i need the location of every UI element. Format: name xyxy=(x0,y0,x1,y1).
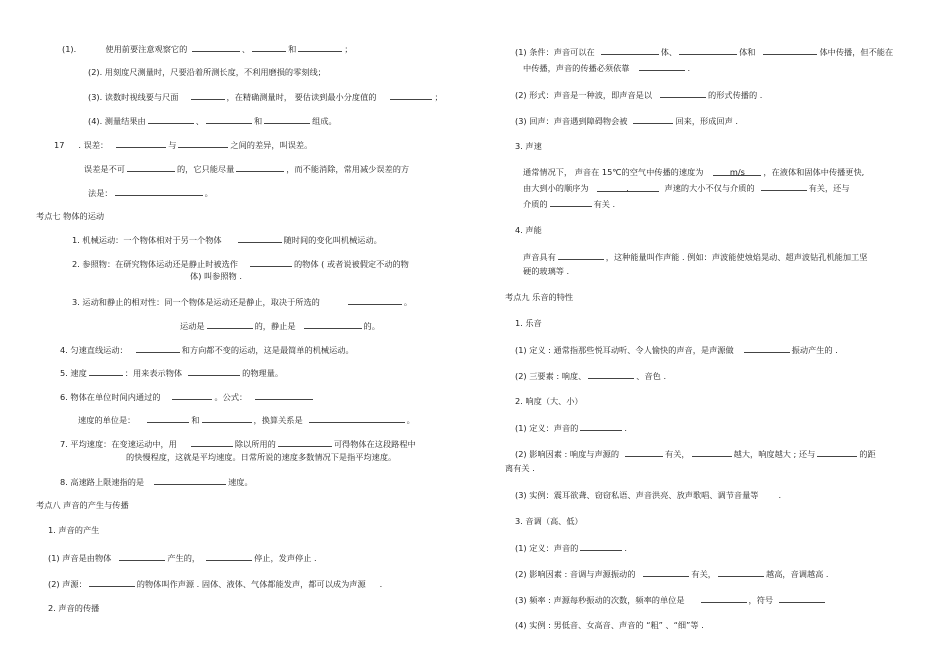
section-heading: 考点七 物体的运动 xyxy=(36,211,105,221)
blank xyxy=(278,438,332,447)
blank: m/s xyxy=(713,167,761,176)
line-19: 的快慢程度，这就是平均速度。日常所说的速度多数情况下是指平均速度。 xyxy=(126,452,397,462)
blank xyxy=(580,422,622,431)
line-4: (4). 测量结果由 、 和 组成。 xyxy=(88,116,337,126)
line-23: (1) 声音是由物体 产生的， 停止，发声停止 . xyxy=(48,553,317,563)
subsection-heading: 1. 声音的产生 xyxy=(48,525,100,535)
blank xyxy=(304,320,362,329)
line-5: 17 . 误差： 与 之间的差异，叫误差。 xyxy=(54,140,313,150)
blank xyxy=(718,568,764,577)
line-17: 速度的单位是： 和 ，换算关系是 。 xyxy=(78,415,415,425)
line-20: 8. 高速路上限速指的是 速度。 xyxy=(60,477,253,487)
line-18: 7. 平均速度：在变速运动中，用 除以所用的 可得物体在这段路程中 xyxy=(60,439,416,449)
blank xyxy=(250,258,292,267)
line-r3: (2) 形式：声音是一种波，即声音是以 的形式传播的 . xyxy=(515,90,763,100)
blank xyxy=(148,115,194,124)
blank xyxy=(191,91,225,100)
line-r2: 中传播，声音的传播必须依靠 . xyxy=(523,63,691,73)
blank xyxy=(639,62,685,71)
blank xyxy=(136,344,180,353)
blank xyxy=(188,367,240,376)
blank xyxy=(89,578,135,587)
line-r15: (2) 三要素 : 响度、 、音色 . xyxy=(515,371,667,381)
blank xyxy=(154,476,226,485)
blank xyxy=(558,251,604,260)
line-r24: (3) 频率 : 声源每秒振动的次数，频率的单位是 ，符号 xyxy=(515,594,827,606)
subsection-heading: 4. 声能 xyxy=(515,225,542,235)
section-heading: 考点八 声音的产生与传播 xyxy=(36,500,129,510)
line-r18: (2) 影响因素 : 响度与声源的 有关， 越大，响度越大 ; 还与 的距 xyxy=(515,449,876,459)
blank xyxy=(252,43,286,52)
blank xyxy=(348,296,402,305)
blank xyxy=(172,391,212,400)
blank xyxy=(89,367,123,376)
blank xyxy=(779,594,825,603)
line-r20: (3) 实例：震耳欲聋、窃窃私语、声音洪亮、放声歌唱、调节音量等 . xyxy=(515,490,782,500)
subsection-heading: 2. 响度（大、小） xyxy=(515,396,583,406)
blank xyxy=(255,391,313,400)
line-24: (2) 声源： 的物体叫作声源 . 固体、液体、气体都能发声，都可以成为声源 . xyxy=(48,579,383,589)
line-16: 6. 物体在单位时间内通过的 。公式： xyxy=(60,391,315,403)
blank xyxy=(206,552,252,561)
blank xyxy=(643,568,689,577)
line-r23: (2) 影响因素 : 音调与声源振动的 有关， 越高，音调越高 . xyxy=(515,569,829,579)
line-11: 体) 叫参照物 . xyxy=(190,271,242,281)
blank xyxy=(601,46,659,55)
blank xyxy=(236,163,284,172)
line-14: 4. 匀速直线运动： 和方向都不变的运动，这是最简单的机械运动。 xyxy=(60,345,354,355)
section-heading: 考点九 乐音的特性 xyxy=(505,292,574,302)
line-r17: (1) 定义：声音的 . xyxy=(515,423,627,433)
subsection-heading: 3. 声速 xyxy=(515,141,542,151)
line-r10: 声音具有 ，这种能量叫作声能 . 例如：声波能使烛焰晃动、超声波钻孔机能加工坚 xyxy=(523,252,868,262)
line-15: 5. 速度 ：用来表示物体 的物理量。 xyxy=(60,368,284,378)
line-r25: (4) 实例 : 男低音、女高音、声音的 “粗” 、“细”等 . xyxy=(515,620,704,630)
blank xyxy=(588,370,634,379)
blank xyxy=(580,542,622,551)
blank xyxy=(309,414,405,423)
blank xyxy=(744,344,790,353)
blank xyxy=(115,187,203,196)
blank: . xyxy=(597,183,659,192)
blank xyxy=(116,139,166,148)
line-3: (3). 读数时视线要与尺面 ，在精确测量时， 要估读到最小分度值的 ； xyxy=(88,92,443,102)
blank xyxy=(692,448,732,457)
line-r1: (1) 条件：声音可以在 体、 体和 体中传播，但不能在 xyxy=(515,47,894,57)
subsection-heading: 1. 乐音 xyxy=(515,318,542,328)
line-r19: 离有关 . xyxy=(505,463,535,473)
line-r11: 硬的玻璃等 . xyxy=(523,266,570,276)
blank xyxy=(701,594,747,603)
line-r6: 通常情况下， 声音在 15℃的空气中传播的速度为 m/s ，在液体和固体中传播更快, xyxy=(523,167,865,177)
blank xyxy=(202,414,252,423)
blank xyxy=(390,91,432,100)
line-12: 3. 运动和静止的相对性：同一个物体是运动还是静止，取决于所选的 。 xyxy=(72,297,413,307)
line-r4: (3) 回声：声音遇到障碍物会被 回来，形成回声 . xyxy=(515,116,738,126)
blank xyxy=(206,115,252,124)
blank xyxy=(298,43,342,52)
subsection-heading: 2. 声音的传播 xyxy=(48,603,100,613)
blank xyxy=(147,414,189,423)
blank xyxy=(127,163,175,172)
line-2: (2). 用刻度尺测量时，尺要沿着所测长度，不利用磨损的零刻线； xyxy=(88,67,326,77)
blank xyxy=(660,89,706,98)
line-10: 2. 参照物：在研究物体运动还是静止时被选作 的物体 ( 或者说被假定不动的物 xyxy=(72,259,409,269)
blank xyxy=(192,43,240,52)
blank xyxy=(763,46,817,55)
line-13: 运动是 的，静止是 的。 xyxy=(180,321,380,331)
blank xyxy=(207,320,253,329)
blank xyxy=(119,552,165,561)
blank xyxy=(817,448,857,457)
line-r14: (1) 定义 : 通常指那些悦耳动听、令人愉快的声音，是声源做 振动产生的 . xyxy=(515,345,838,355)
line-r22: (1) 定义：声音的 . xyxy=(515,543,627,553)
line-r8: 介质的 有关 . xyxy=(523,199,616,209)
blank xyxy=(625,448,663,457)
blank xyxy=(761,182,807,191)
blank xyxy=(550,198,592,207)
blank xyxy=(238,234,282,243)
blank xyxy=(264,115,310,124)
line-r7: 由大到小的顺序为 . 声速的大小不仅与介质的 有关，还与 xyxy=(523,183,850,193)
blank xyxy=(191,438,233,447)
line-7: 法是： 。 xyxy=(88,188,213,198)
blank xyxy=(178,139,228,148)
line-1: (1). 使用前要注意观察它的 、 和 ； xyxy=(62,44,353,54)
subsection-heading: 3. 音调（高、低） xyxy=(515,516,583,526)
blank xyxy=(679,46,737,55)
line-9: 1. 机械运动：一个物体相对于另一个物体 随时间的变化叫机械运动。 xyxy=(72,235,382,245)
blank xyxy=(633,115,673,124)
line-6: 误差是不可 的，它只能尽量 ，而不能消除，常用减少误差的方 xyxy=(84,164,410,174)
